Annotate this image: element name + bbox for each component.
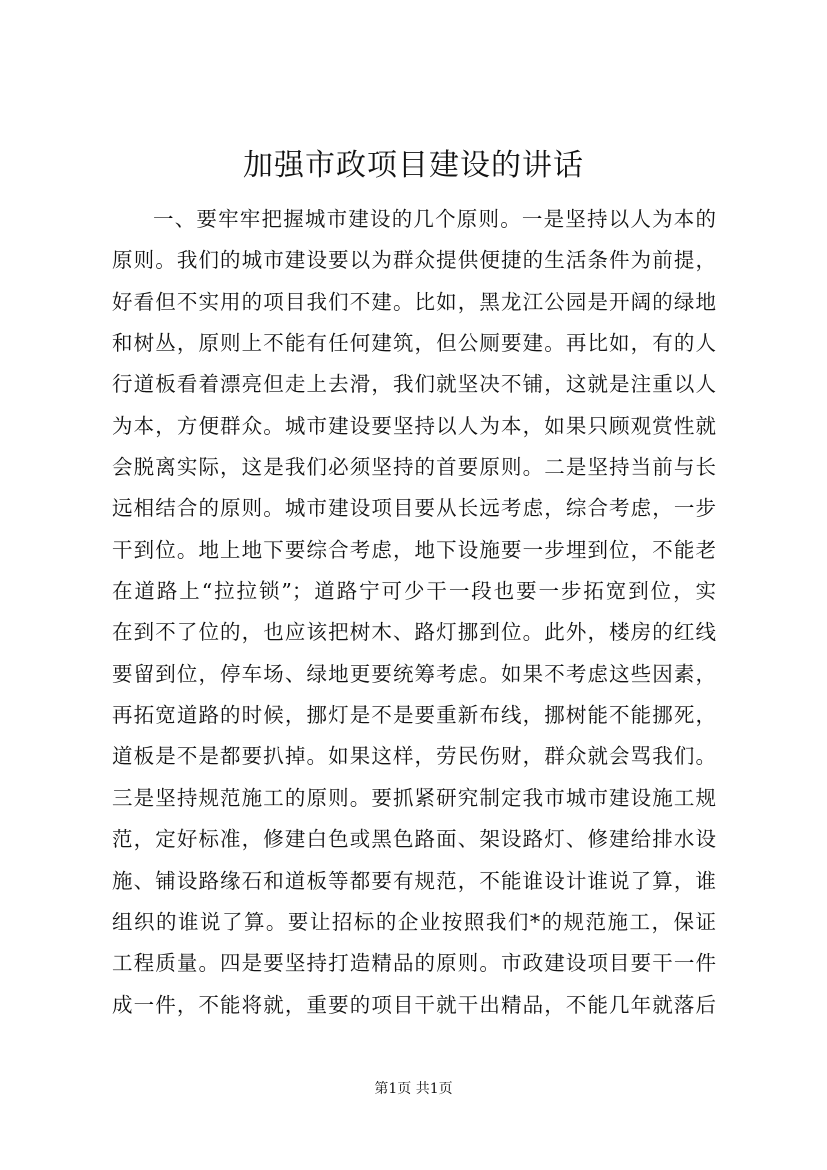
body-line: 三是坚持规范施工的原则。要抓紧研究制定我市城市建设施工规 (112, 785, 716, 810)
document-body (112, 199, 716, 1026)
body-line: 远相结合的原则。城市建设项目要从长远考虑，综合考虑，一步 (112, 496, 716, 521)
body-line: 在到不了位的，也应该把树木、路灯挪到位。此外，楼房的红线 (112, 620, 716, 645)
body-line: 原则。我们的城市建设要以为群众提供便捷的生活条件为前提， (112, 248, 716, 273)
body-line: 在道路上“拉拉锁”；道路宁可少干一段也要一步拓宽到位，实 (112, 579, 716, 604)
body-line: 和树丛，原则上不能有任何建筑，但公厕要建。再比如，有的人 (112, 331, 716, 356)
page-footer: 第1页 共1页 (374, 1081, 453, 1097)
body-line: 好看但不实用的项目我们不建。比如，黑龙江公园是开阔的绿地 (112, 289, 716, 314)
body-line: 为本，方便群众。城市建设要坚持以人为本，如果只顾观赏性就 (112, 413, 716, 438)
document-title: 加强市政项目建设的讲话 (243, 148, 584, 183)
body-line: 再拓宽道路的时候，挪灯是不是要重新布线，挪树能不能挪死， (112, 703, 716, 728)
body-line: 干到位。地上地下要综合考虑，地下设施要一步埋到位，不能老 (112, 537, 716, 562)
body-line: 要留到位，停车场、绿地更要统筹考虑。如果不考虑这些因素， (112, 661, 716, 686)
body-line: 道板是不是都要扒掉。如果这样，劳民伤财，群众就会骂我们。 (112, 744, 716, 769)
body-line: 施、铺设路缘石和道板等都要有规范，不能谁设计谁说了算，谁 (112, 868, 716, 893)
body-line: 范，定好标准，修建白色或黑色路面、架设路灯、修建给排水设 (112, 827, 716, 852)
body-line: 工程质量。四是要坚持打造精品的原则。市政建设项目要干一件 (112, 951, 716, 976)
body-line: 会脱离实际，这是我们必须坚持的首要原则。二是坚持当前与长 (112, 455, 716, 480)
body-line: 行道板看着漂亮但走上去滑，我们就坚决不铺，这就是注重以人 (112, 372, 716, 397)
body-line: 组织的谁说了算。要让招标的企业按照我们*的规范施工，保证 (112, 909, 716, 934)
body-line: 一、要牢牢把握城市建设的几个原则。一是坚持以人为本的 (153, 207, 716, 231)
body-line: 成一件，不能将就，重要的项目干就干出精品，不能几年就落后 (112, 992, 716, 1017)
